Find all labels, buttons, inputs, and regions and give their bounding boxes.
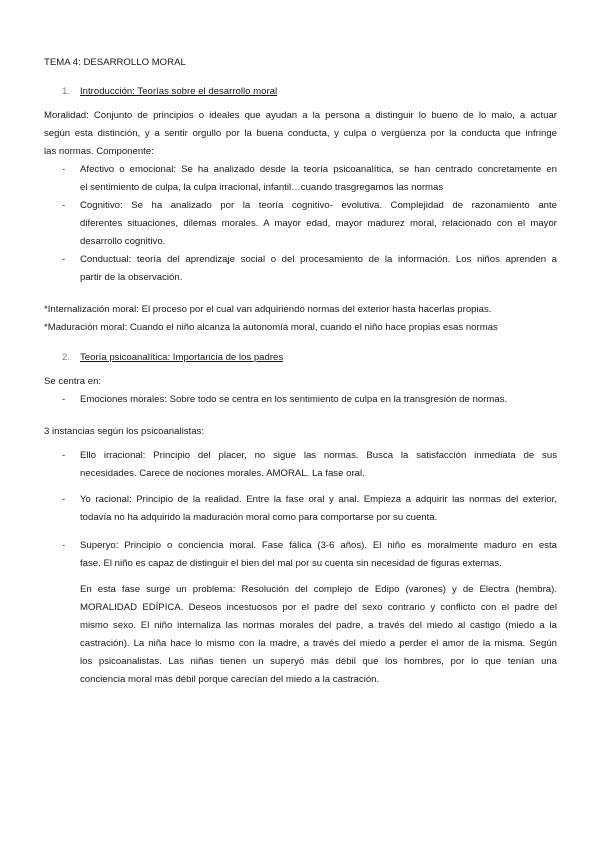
section-2-heading: Teoría psicoanalítica: Importancia de los padres [80,352,284,363]
note-internalizacion: *Internalización moral: El proceso por el cual van adquiriendo normas del exterior hasta hacerlas propias. [44,304,492,315]
component-line: el sentimiento de culpa, la culpa irracional, infantil…cuando trasgregamos las normas [80,182,444,193]
section-1-number: 1. [62,86,71,97]
bullet-marker: - [62,254,66,265]
paragraph-line: los psicoanalistas. Las niñas tienen un superyó más débil que los hombres, por lo que tenían una [80,656,557,667]
component-line: Conductual: teoría del aprendizaje social o del procesamiento de la información. Los niños aprenden a [80,254,557,265]
section-1-heading: Introducción: Teorías sobre el desarrollo moral [80,86,278,97]
definition-line: según esta distinción, y a sentir orgullo por la buena conducta, y culpa o vergüenza por la conducta que infringe [44,128,557,139]
component-line: diferentes situaciones, dilemas morales. A mayor edad, mayor madurez moral, relacionado con el mayor [80,218,557,229]
bullet-marker: - [62,164,66,175]
instance-line: Superyo: Principio o conciencia moral. Fase fálica (3-6 años). El niño es moralmente maduro en esta [80,540,557,551]
bullet-marker: - [62,494,66,505]
focus-bullet: Emociones morales: Sobre todo se centra en los sentimiento de culpa en la transgresión de normas. [80,394,508,405]
bullet-marker: - [62,540,66,551]
paragraph-line: MORALIDAD EDÍPICA. Deseos incestuosos por el padre del sexo contrario y conflicto con el padre del [80,602,557,613]
paragraph-line: castración). La niña hace lo mismo con la madre, a través del miedo a perder el amor de la misma. Según [80,638,557,649]
section-2-number: 2. [62,352,71,363]
instances-label: 3 instancias según los psicoanalistas: [44,426,204,437]
component-line: Afectivo o emocional: Se ha analizado desde la teoría psicoanalítica, se han centrado concretamente en [80,164,557,175]
document-title: TEMA 4: DESARROLLO MORAL [44,57,186,68]
note-maduracion: *Maduración moral: Cuando el niño alcanza la autonomía moral, cuando el niño hace propias esas normas [44,322,498,333]
component-line: desarrollo cognitivo. [80,236,166,247]
definition-line: Moralidad: Conjunto de principios o ideales que ayudan a la persona a distinguir lo bueno de lo malo, a actuar [44,110,557,121]
paragraph-line: En esta fase surge un problema: Resolución del complejo de Edipo (varones) y de Electra (hembra). [80,584,557,595]
instance-line: Yo racional: Principio de la realidad. Entre la fase oral y anal. Empieza a adquirir las normas del exterior, [80,494,557,505]
bullet-marker: - [62,200,66,211]
paragraph-line: conciencia moral más débil porque carecían del miedo a la castración. [80,674,380,685]
definition-line: las normas. Componente: [44,146,154,157]
instance-line: Ello irracional: Principio del placer, no sigue las normas. Busca la satisfacción inmediata de sus [80,450,557,461]
paragraph-line: mismo sexo. El niño internaliza las normas morales del padre, a través del miedo al castigo (miedo a la [80,620,557,631]
component-line: Cognitivo: Se ha analizado por la teoría cognitivo- evolutiva. Complejidad de razonamiento ante [80,200,557,211]
instance-line: todavía no ha adquirido la maduración moral como para comportarse por su cuenta. [80,512,438,523]
bullet-marker: - [62,394,66,405]
focus-label: Se centra en: [44,376,102,387]
bullet-marker: - [62,450,66,461]
instance-line: necesidades. Carece de nociones morales. AMORAL. La fase oral. [80,468,365,479]
instance-line: fase. El niño es capaz de distinguir el bien del mal por su cuenta sin necesidad de figuras externas. [80,558,502,569]
component-line: partir de la observación. [80,272,183,283]
